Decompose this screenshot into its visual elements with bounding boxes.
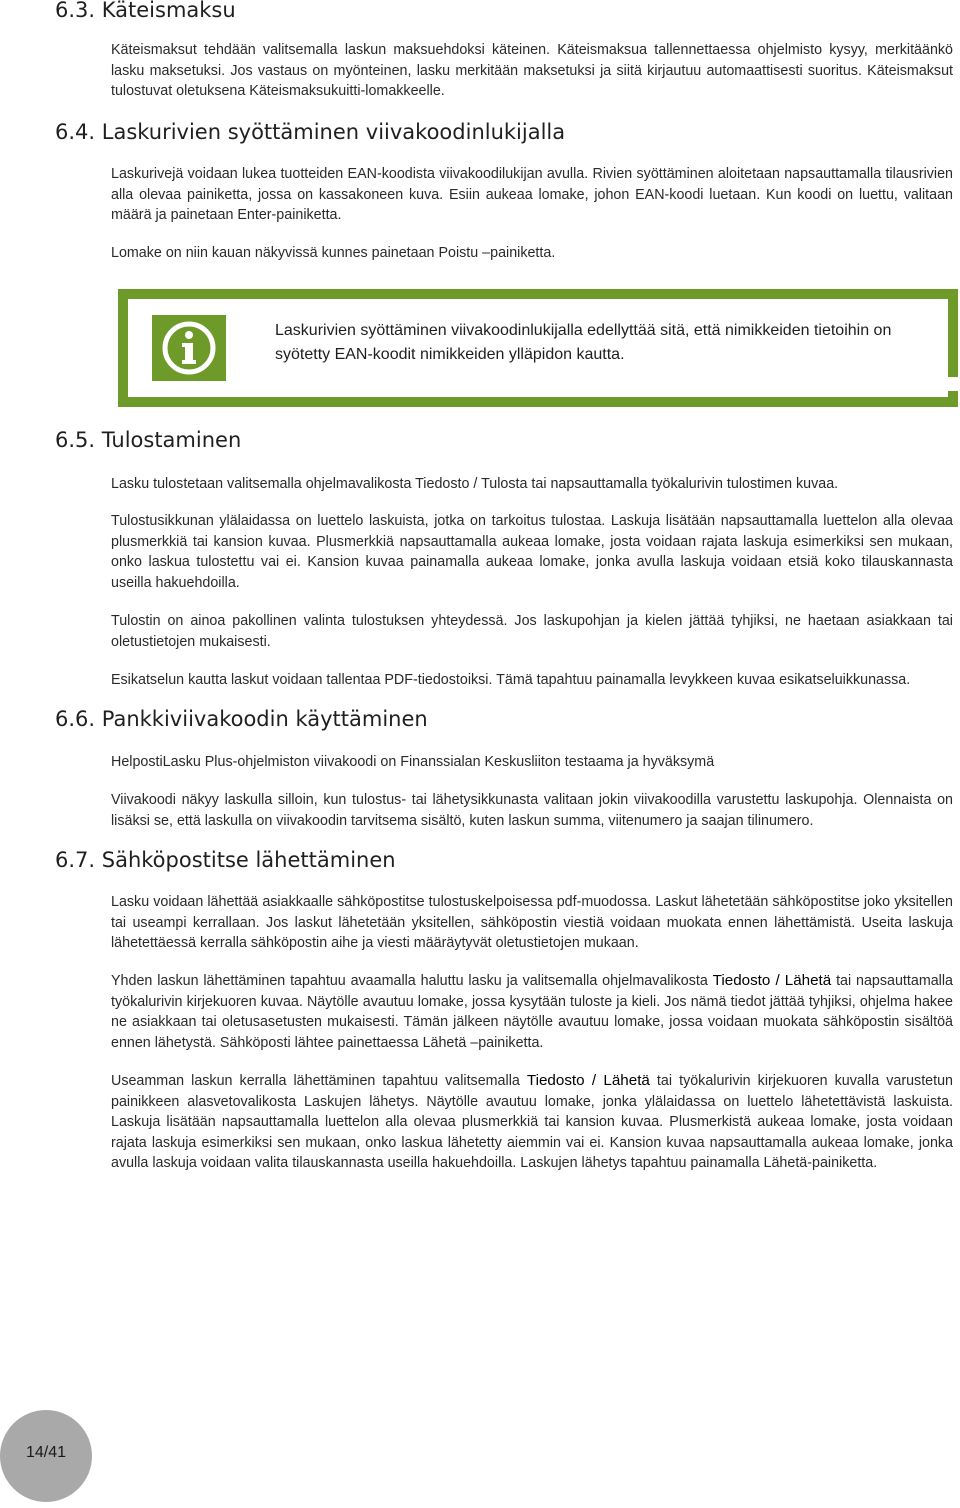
section-heading-6-6: 6.6. Pankkiviivakoodin käyttäminen [55,707,428,731]
text-run: Yhden laskun lähettäminen tapahtuu avaamalla haluttu lasku ja valitsemalla ohjelmavalikosta [111,973,713,989]
page-number: 14/41 [25,1444,67,1461]
text-run: Useamman laskun kerralla lähettäminen tapahtuu valitsemalla [111,1073,527,1089]
page-number-badge [0,1410,92,1502]
paragraph: Laskurivejä voidaan lukea tuotteiden EAN-koodista viivakoodilukijan avulla. Rivien syöttäminen aloitetaan napsauttamalla tilausrivien alla olevaa painiketta, jossa on kassakoneen kuva. Esiin aukeaa lomake, johon EAN-koodi luetaan. Kun koodi on luettu, valitaan määrä ja painetaan Enter-painiketta. [111,166,953,224]
paragraph: Tulostusikkunan ylälaidassa on luettelo laskuista, jotka on tarkoitus tulostaa. Laskuja lisätään napsauttamalla luettelon alla olevaa plusmerkkiä tai kansion kuvaa. Plusmerkkiä napsauttamalla aukeaa lomake, josta voidaan rajata laskuja esimerkiksi sen mukaan, onko laskua tulostettu vai ei. Kansion kuvaa painamalla aukeaa lomake, jonka avulla laskuja voidaan etsiä koko tilauskannasta useilla hakuehdoilla. [111,513,953,591]
paragraph [111,971,953,1053]
section-heading-6-7: 6.7. Sähköpostitse lähettäminen [55,848,396,872]
paragraph: Viivakoodi näkyy laskulla silloin, kun tulostus- tai lähetysikkunasta valitaan jokin viivakoodilla varustettu laskupohja. Olennaista on lisäksi se, että laskulla on viivakoodin tarvitsema sisältö, kuten laskun summa, viitenumero ja saajan tilinumero. [111,792,953,829]
section-heading-6-5: 6.5. Tulostaminen [55,428,242,452]
menu-path: Tiedosto / Lähetä [712,972,832,989]
info-icon [152,315,226,381]
paragraph: Lasku tulostetaan valitsemalla ohjelmavalikosta Tiedosto / Tulosta tai napsauttamalla työkalurivin tulostimen kuvaa. [111,476,839,492]
paragraph: Käteismaksut tehdään valitsemalla laskun maksuehdoksi käteinen. Käteismaksua tallennettaessa ohjelmisto kysyy, merkitäänkö lasku maksetuksi. Jos vastaus on myönteinen, lasku merkitään maksetuksi ja siitä kirjautuu automaattisesti suoritus. Käteismaksut tulostuvat oletuksena Käteismaksukuitti-lomakkeelle. [111,42,953,100]
callout-text: Laskurivien syöttäminen viivakoodinlukijalla edellyttää sitä, että nimikkeiden tietoihin on syötetty EAN-koodit nimikkeiden ylläpidon kautta. [275,322,892,363]
paragraph: HelpostiLasku Plus-ohjelmiston viivakoodi on Finanssialan Keskusliiton testaama ja hyväksymä [111,754,715,770]
paragraph: Lomake on niin kauan näkyvissä kunnes painetaan Poistu –painiketta. [111,245,556,261]
text-run: tai napsauttamalla työkalurivin kirjekuoren kuvaa. Näytölle avautuu lomake, jossa kysytään tuloste ja kieli. Jos nämä tiedot jättää tyhjiksi, ohjelma hakee ne asiakkaan tai oletusasetusten mukaisesti. Tämän jälkeen näytölle avautuu lomake, jossa voidaan muokata sähköpostin sisältöä ennen lähetystä. Sähköposti lähtee painettaessa Lähetä –painiketta. [111,973,953,1051]
section-heading-6-4: 6.4. Laskurivien syöttäminen viivakoodinlukijalla [55,120,566,144]
info-callout [118,289,958,407]
paragraph: Lasku voidaan lähettää asiakkaalle sähköpostitse tulostuskelpoisessa pdf-muodossa. Laskut lähetetään sähköpostitse joko yksitellen tai useampi kerrallaan. Jos laskut lähetetään yksitellen, sähköpostin viestiä voidaan muokata ennen lähettämistä. Useita laskuja lähetettäessä kerralla sähköpostin aihe ja viesti määräytyvät oletustietojen mukaan. [111,894,953,952]
paragraph: Esikatselun kautta laskut voidaan tallentaa PDF-tiedostoiksi. Tämä tapahtuu painamalla levykkeen kuvaa esikatseluikkunassa. [111,672,911,688]
section-heading-6-3: 6.3. Käteismaksu [55,0,236,22]
paragraph: Tulostin on ainoa pakollinen valinta tulostuksen yhteydessä. Jos laskupohjan ja kielen jättää tyhjiksi, ne haetaan asiakkaan tai oletustietojen mukaisesti. [111,613,953,650]
text-run: tai työkalurivin kirjekuoren kuvalla varustetun painikkeen alasvetovalikosta Laskujen lähetys. Näytölle avautuu lomake, jonka ylälaidassa on luettelo lähetettävistä laskuista. Laskuja lisätään napsauttamalla luettelon alla olevaa plusmerkkiä tai kansion kuvaa. Plusmerkistä aukeaa lomake, josta voidaan rajata laskuja esimerkiksi sen mukaan, onko laskua lähetetty aiemmin vai ei. Kansion kuvaa napsauttamalla aukeaa lomake, jonka avulla laskuja voidaan valita tilauskannasta useilla hakuehdoilla. Laskujen lähetys tapahtuu painamalla Lähetä-painiketta. [111,1073,953,1172]
paragraph [111,1071,953,1174]
menu-path: Tiedosto / Lähetä [526,1072,650,1089]
